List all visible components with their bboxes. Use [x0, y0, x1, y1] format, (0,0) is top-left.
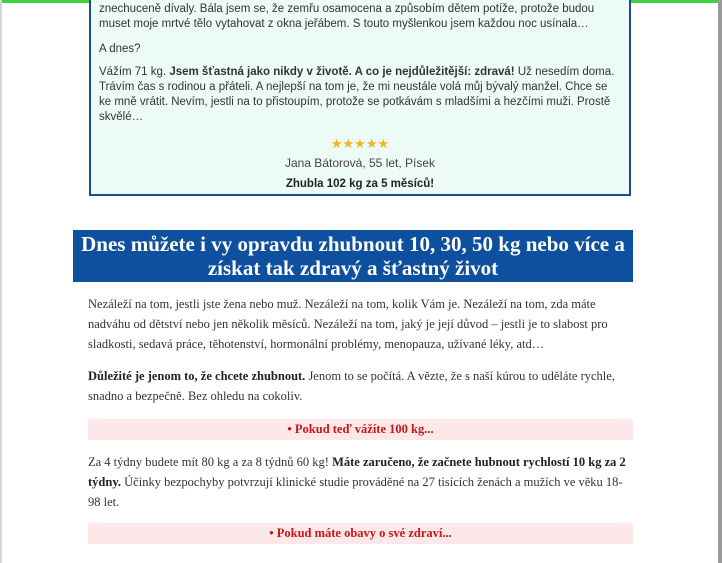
testimonial-paragraph: znechuceně dívaly. Bála jsem se, že zemřu osamocena a způsobím dětem potíže, protože budou muset moje mrtvé tělo vytahovat z okna jeřábem. S touto myšlenkou jsem každou noc usínala…: [99, 3, 595, 30]
left-border: [0, 0, 2, 563]
testimonial-paragraph: [99, 65, 621, 125]
important-paragraph: [88, 366, 633, 406]
headline-banner: Dnes můžete i vy opravdu zhubnout 10, 30, 50 kg nebo více a získat tak zdravý a šťastný život: [73, 230, 633, 282]
testimonial-highlight: Jsem šťastná jako nikdy v životě. A co je nejdůležitější: zdravá!: [169, 66, 515, 78]
section-heading-health: • Pokud máte obavy o své zdraví...: [88, 523, 633, 544]
guarantee-paragraph: [88, 452, 633, 512]
guarantee-text: Za 4 týdny budete mít 80 kg a za 8 týdnů 60 kg!: [88, 455, 333, 469]
testimonial-result: Zhubla 102 kg za 5 měsíců!: [285, 178, 435, 190]
testimonial-card: [89, 0, 631, 196]
guarantee-text: Účinky bezpochyby potvrzují klinické studie prováděné na 27 tisících ženách a mužích ve věku 18-98 let.: [88, 475, 623, 509]
testimonial-text: Už nesedím doma. Trávím čas s rodinou a přáteli. A nejlepší na tom je, že mi neustále volá můj bývalý manžel. Chce se ke mně vrátit. Nevím, jestli na to přistoupím, protože se potkávám s mladšími a hezčími muži. Prostě skvělé…: [99, 66, 615, 123]
important-text: Jenom to se počítá. A vězte, že s naší kúrou to uděláte rychle, snadno a bezpečně. Bez ohledu na cokoliv.: [88, 369, 615, 403]
scrollbar-track[interactable]: [718, 0, 722, 563]
testimonial-question: A dnes?: [99, 43, 141, 55]
testimonial-text: Vážím 71 kg.: [99, 66, 170, 78]
important-bold: Důležité je jenom to, že chcete zhubnout.: [88, 369, 306, 383]
testimonial-author: Jana Bátorová, 55 let, Písek: [284, 156, 436, 170]
guarantee-bold: Máte zaručeno, že začnete hubnout rychlostí 10 kg za 2 týdny.: [88, 455, 626, 489]
intro-paragraph: Nezáleží na tom, jestli jste žena nebo muž. Nezáleží na tom, kolik Vám je. Nezáleží na tom, zda máte nadváhu od dětství nebo jen několik měsíců. Nezáleží na tom, jaký je její důvod – jestli je to slabost pro sladkosti, sedavá práce, těhotenství, hormonální problémy, menopauza, užívané léky, atd…: [88, 297, 608, 351]
section-heading-weight: • Pokud teď vážíte 100 kg...: [88, 419, 633, 440]
star-rating-icon: ★★★★★: [330, 136, 390, 151]
